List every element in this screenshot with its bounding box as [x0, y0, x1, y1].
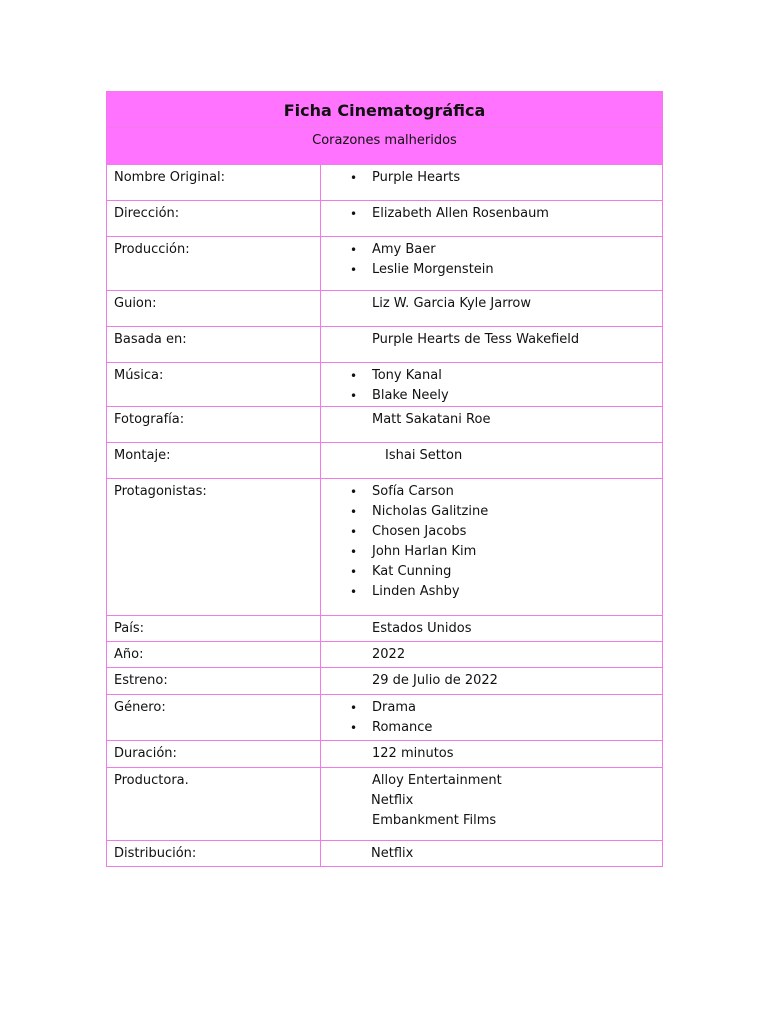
row-label: País: — [107, 616, 321, 642]
list-item: • Drama — [321, 698, 662, 718]
row-value — [321, 642, 663, 668]
list-item: • John Harlan Kim — [321, 542, 662, 562]
list-item: • Romance — [321, 718, 662, 738]
film-sheet — [106, 91, 662, 867]
film-info-table — [106, 91, 663, 867]
table-row — [107, 668, 663, 695]
row-value — [321, 443, 663, 479]
list-item: • Nicholas Galitzine — [321, 502, 662, 522]
table-row — [107, 291, 663, 327]
list-item: Matt Sakatani Roe — [372, 412, 491, 427]
film-spanish-title: Corazones malheridos — [312, 133, 457, 148]
row-label: Año: — [107, 642, 321, 668]
row-value — [321, 695, 663, 741]
row-label: Nombre Original: — [107, 165, 321, 201]
list-item: • Chosen Jacobs — [321, 522, 662, 542]
row-label: Protagonistas: — [107, 479, 321, 616]
row-label: Guion: — [107, 291, 321, 327]
list-item: • Sofía Carson — [321, 482, 662, 502]
list-item: Alloy Entertainment — [372, 773, 502, 788]
row-value — [321, 201, 663, 237]
table-row — [107, 165, 663, 201]
title-row — [107, 92, 663, 128]
row-value — [321, 363, 663, 407]
list-item: 122 minutos — [372, 746, 454, 761]
row-value — [321, 668, 663, 695]
table-row — [107, 201, 663, 237]
table-row — [107, 327, 663, 363]
table-row — [107, 237, 663, 291]
table-row — [107, 407, 663, 443]
list-item: • Leslie Morgenstein — [321, 260, 662, 280]
table-row — [107, 616, 663, 642]
sheet-title: Ficha Cinematográfica — [283, 101, 486, 120]
row-label: Género: — [107, 695, 321, 741]
row-value — [321, 237, 663, 291]
row-value — [321, 327, 663, 363]
row-label: Música: — [107, 363, 321, 407]
subtitle-row — [107, 128, 663, 165]
row-label: Fotografía: — [107, 407, 321, 443]
row-value — [321, 291, 663, 327]
list-item: Netflix — [371, 846, 414, 861]
list-item: • Blake Neely — [321, 386, 662, 406]
list-item: 29 de Julio de 2022 — [372, 673, 498, 688]
list-item: • Purple Hearts — [321, 168, 662, 188]
table-row — [107, 443, 663, 479]
row-label: Montaje: — [107, 443, 321, 479]
row-value — [321, 165, 663, 201]
row-value — [321, 479, 663, 616]
list-item: • Elizabeth Allen Rosenbaum — [321, 204, 662, 224]
row-label: Duración: — [107, 741, 321, 768]
row-label: Estreno: — [107, 668, 321, 695]
table-row — [107, 741, 663, 768]
list-item: • Linden Ashby — [321, 582, 662, 602]
table-row — [107, 841, 663, 867]
row-value — [321, 841, 663, 867]
row-label: Distribución: — [107, 841, 321, 867]
list-item: Estados Unidos — [372, 621, 472, 636]
row-value — [321, 768, 663, 841]
list-item: Purple Hearts de Tess Wakefield — [372, 332, 580, 347]
table-row — [107, 363, 663, 407]
list-item: Netflix — [371, 793, 414, 808]
table-row — [107, 695, 663, 741]
row-label: Productora. — [107, 768, 321, 841]
row-label: Dirección: — [107, 201, 321, 237]
row-label: Basada en: — [107, 327, 321, 363]
list-item: Ishai Setton — [385, 448, 463, 463]
title-cell — [107, 92, 663, 128]
table-row — [107, 642, 663, 668]
subtitle-cell — [107, 128, 663, 165]
list-item: 2022 — [372, 647, 406, 662]
list-item: • Kat Cunning — [321, 562, 662, 582]
row-label: Producción: — [107, 237, 321, 291]
list-item: Liz W. Garcia Kyle Jarrow — [372, 296, 531, 311]
row-value — [321, 407, 663, 443]
list-item: Embankment Films — [372, 813, 497, 828]
table-row — [107, 768, 663, 841]
list-item: • Amy Baer — [321, 240, 662, 260]
row-value — [321, 741, 663, 768]
list-item: • Tony Kanal — [321, 366, 662, 386]
table-row — [107, 479, 663, 616]
row-value — [321, 616, 663, 642]
